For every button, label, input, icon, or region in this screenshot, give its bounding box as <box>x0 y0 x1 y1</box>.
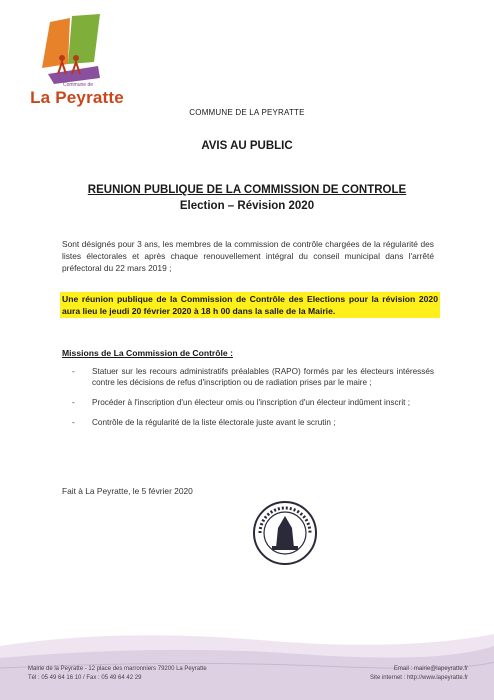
list-bullet: - <box>72 367 75 376</box>
logo-green-shape <box>68 14 100 64</box>
signed-date: Fait à La Peyratte, le 5 février 2020 <box>62 486 193 496</box>
list-item <box>72 366 434 388</box>
official-stamp-seal <box>252 500 318 566</box>
avis-heading: AVIS AU PUBLIC <box>201 140 293 152</box>
list-item-text: Contrôle de la régularité de la liste électorale juste avant le scrutin ; <box>92 418 336 427</box>
list-item <box>72 417 434 428</box>
document-subtitle: Election – Révision 2020 <box>179 200 315 212</box>
footer-address <box>28 665 207 683</box>
missions-list <box>72 366 434 437</box>
highlighted-announcement: Une réunion publique de la Commission de Contrôle des Elections pour la révision 2020 aura lieu le jeudi 20 février 2020 à 18 h 00 dans la salle de la Mairie. <box>62 294 438 316</box>
list-item-text: Statuer sur les recours administratifs préalables (RAPO) formés par les électeurs intéressés contre les décisions de refus d'inscription ou de radiation prises par le maire ; <box>92 367 434 387</box>
footer-email: Email : mairie@lapeyratte.fr <box>393 666 468 672</box>
list-bullet: - <box>72 418 75 427</box>
logo-name: La Peyratte <box>30 88 124 107</box>
logo-small-text: Commune de <box>62 82 93 88</box>
footer-contact <box>318 665 468 683</box>
list-item-text: Procéder à l'inscription d'un électeur omis ou l'inscription d'un électeur indûment inscrit ; <box>92 398 410 407</box>
list-item <box>72 397 434 408</box>
logo-orange-shape <box>42 18 70 68</box>
intro-paragraph: Sont désignés pour 3 ans, les membres de la commission de contrôle chargées de la régularité des listes électorales et après chaque renouvellement intégral du conseil municipal dans l'arrêté préfectoral du 22 mars 2019 ; <box>62 239 434 273</box>
footer-decoration <box>0 616 494 700</box>
footer-address-line: Mairie de la Peyratte - 12 place des marronniers 79200 La Peyratte <box>28 666 207 672</box>
footer-phone-line: Tél : 05 49 64 16 10 / Fax : 05 49 64 42 29 <box>28 675 142 681</box>
list-bullet: - <box>72 398 75 407</box>
missions-heading: Missions de La Commission de Contrôle : <box>62 348 233 358</box>
footer-website: Site internet : http://www.lapeyratte.fr <box>369 675 468 681</box>
commune-heading: COMMUNE DE LA PEYRATTE <box>189 108 305 117</box>
document-title: REUNION PUBLIQUE DE LA COMMISSION DE CONTROLE <box>87 184 407 196</box>
